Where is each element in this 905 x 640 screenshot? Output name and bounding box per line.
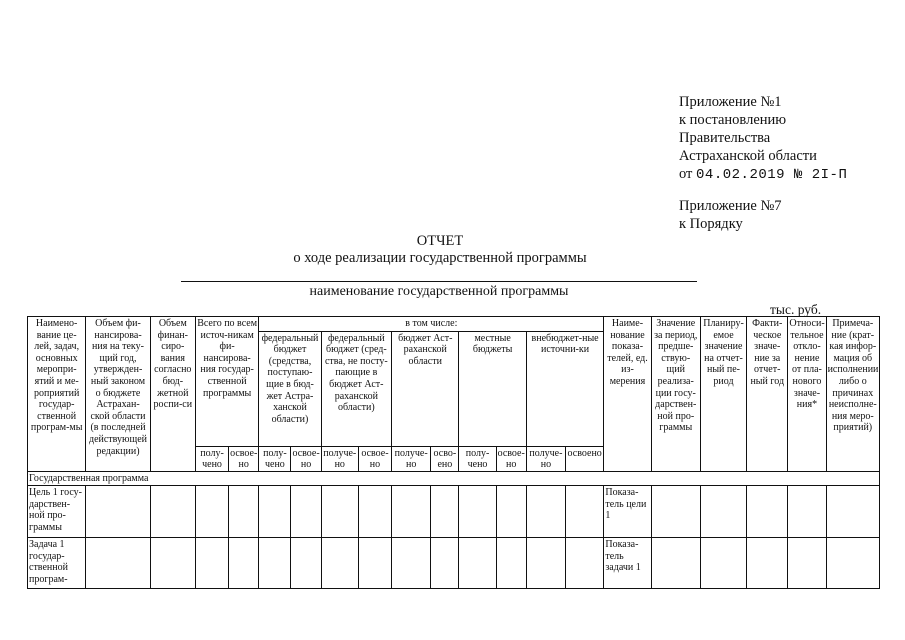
table-cell <box>459 538 496 589</box>
annex1-line-1: Приложение №1 <box>679 94 782 110</box>
hdr-mastered: освоено <box>566 446 604 471</box>
hdr-plan-value: Планиру-емое значение на отчет-ный пе-риод <box>700 317 746 472</box>
table-cell <box>496 538 526 589</box>
table-cell <box>229 538 259 589</box>
table-cell <box>392 486 431 538</box>
row-goal-indicator: Показа-тель цели 1 <box>604 486 651 538</box>
table-cell <box>150 486 195 538</box>
hdr-mastered: освое-но <box>497 447 525 470</box>
table-cell <box>826 538 879 589</box>
table-row-program <box>28 471 880 486</box>
hdr-received: получе-но <box>526 446 565 471</box>
table-cell <box>826 486 879 538</box>
hdr-fact-value: Факти-ческое значе-ние за отчет-ный год <box>747 317 788 472</box>
row-task-label: Задача 1 государ-ственной програм- <box>28 538 86 589</box>
table-cell <box>291 538 321 589</box>
row-goal-label: Цель 1 госу-дарствен-ной про-граммы <box>28 486 86 538</box>
header-row-1 <box>28 317 880 332</box>
table-cell <box>431 538 459 589</box>
hdr-received: полу-чено <box>459 446 496 471</box>
table-cell <box>259 538 291 589</box>
hdr-mastered: освое-но <box>358 446 391 471</box>
table-cell <box>526 486 565 538</box>
table-cell <box>651 538 700 589</box>
report-table <box>27 316 880 589</box>
annex2-line-2: к Порядку <box>679 216 743 232</box>
hdr-indicator: Наиме-нование показа-телей, ед. из-мерения <box>604 317 651 472</box>
table-row-task <box>28 538 880 589</box>
hdr-federal-not: федеральный бюджет (сред-ства, не посту-пающие в бюджет Аст-раханской области) <box>321 331 391 446</box>
table-cell <box>321 538 358 589</box>
report-table-wrapper <box>27 316 880 589</box>
table-cell <box>651 486 700 538</box>
table-cell <box>195 486 228 538</box>
hdr-budget-list: Объем финан-сиро-вания согласно бюд-жетной роспи-си <box>150 317 195 472</box>
table-cell <box>788 486 826 538</box>
table-cell <box>459 486 496 538</box>
table-cell <box>526 538 565 589</box>
hdr-local: местные бюджеты <box>459 331 526 446</box>
report-subtitle: о ходе реализации государственной программы <box>293 250 587 266</box>
annex1-date-line <box>679 165 847 184</box>
table-cell <box>431 486 459 538</box>
table-cell <box>358 486 391 538</box>
hdr-note: Примеча-ние (крат-кая инфор-мация об исполнении либо о причинах неисполне-ния меро-приятий) <box>826 317 879 472</box>
annex-block-2 <box>679 197 782 233</box>
table-cell <box>747 486 788 538</box>
hdr-received: получе-но <box>392 446 431 471</box>
table-cell <box>496 486 526 538</box>
units-label: тыс. руб. <box>770 302 822 317</box>
annex1-line-4: Астраханской области <box>679 148 817 164</box>
table-cell <box>700 538 746 589</box>
date-number: 04.02.2019 № 2I-П <box>696 167 848 183</box>
table-cell <box>86 486 150 538</box>
annex1-line-2: к постановлению <box>679 112 787 128</box>
table-cell <box>150 538 195 589</box>
table-cell <box>358 538 391 589</box>
hdr-received: получе-но <box>321 446 358 471</box>
hdr-name: Наимено-вание це-лей, задач, основных меропри-ятий и ме-роприятий государ-ственной програм-мы <box>28 317 86 472</box>
table-cell <box>195 538 228 589</box>
table-cell <box>747 538 788 589</box>
report-title: ОТЧЕТ <box>416 233 464 249</box>
annex1-line-3: Правительства <box>679 130 771 146</box>
table-cell <box>392 538 431 589</box>
program-name-line <box>181 281 697 282</box>
annex-block-1 <box>679 93 847 184</box>
table-row-goal <box>28 486 880 538</box>
table-cell <box>86 538 150 589</box>
table-cell <box>788 538 826 589</box>
hdr-federal: федеральный бюджет (средства, поступаю-щие в бюд-жет Астра-ханской области) <box>259 331 321 446</box>
hdr-regional: бюджет Аст-раханской области <box>392 331 459 446</box>
hdr-received: полу-чено <box>195 446 228 471</box>
hdr-including: в том числе: <box>259 317 604 332</box>
table-cell <box>229 486 259 538</box>
row-program-label: Государственная программа <box>28 471 880 486</box>
hdr-deviation: Относи-тельное откло-нение от пла-нового значе-ния* <box>788 317 826 472</box>
annex2-line-1: Приложение №7 <box>679 198 782 214</box>
row-task-indicator: Показа-тель задачи 1 <box>604 538 651 589</box>
table-cell <box>259 486 291 538</box>
table-cell <box>291 486 321 538</box>
hdr-prev-value: Значение за период, предше-ствую-щий реализа-ции госу-дарствен-ной про-граммы <box>651 317 700 472</box>
table-cell <box>566 486 604 538</box>
hdr-mastered: освое-но <box>292 447 320 470</box>
hdr-total: Всего по всем источ-никам фи-нансирова-ния государ-ственной программы <box>195 317 258 447</box>
date-prefix: от <box>679 166 693 182</box>
program-name-caption: наименование государственной программы <box>309 284 569 299</box>
hdr-received: полу-чено <box>259 446 291 471</box>
hdr-volume: Объем фи-нансирова-ния на теку-щий год, утвержден-ный законом о бюджете Астрахан-ской области (в последней действующей редакции) <box>86 317 150 472</box>
hdr-mastered: освое-но <box>230 447 258 470</box>
hdr-offbudget: внебюджет-ные источни-ки <box>526 331 604 446</box>
table-cell <box>700 486 746 538</box>
table-cell <box>566 538 604 589</box>
hdr-mastered: осво-ено <box>431 446 459 471</box>
table-cell <box>321 486 358 538</box>
